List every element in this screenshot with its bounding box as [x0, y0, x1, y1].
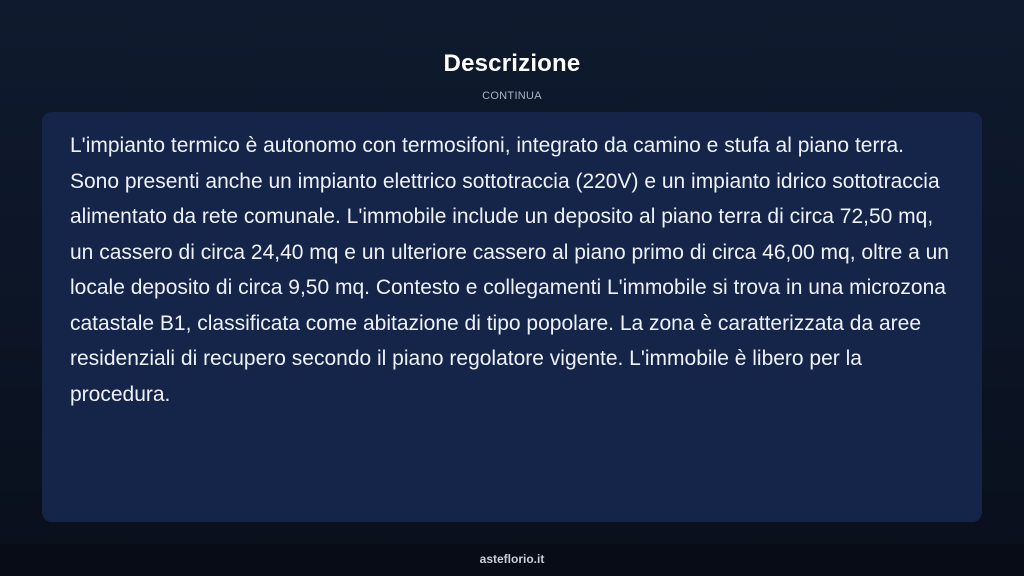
site-name: asteflorio.it: [479, 552, 545, 566]
continue-label: CONTINUA: [482, 90, 542, 102]
description-text: L'impianto termico è autonomo con termosifoni, integrato da camino e stufa al piano terra. Sono presenti anche un impianto elettrico sottotraccia (220V) e un impianto idrico sottotraccia alimentato da rete comunale. L'immobile include un deposito al piano terra di circa 72,50 mq, un cassero di circa 24,40 mq e un ulteriore cassero al piano primo di circa 46,00 mq, oltre a un locale deposito di circa 9,50 mq. Contesto e collegamenti L'immobile si trova in una microzona catastale B1, classificata come abitazione di tipo popolare. La zona è caratterizzata da aree residenziali di recupero secondo il piano regolatore vigente. L'immobile è libero per la procedura.: [70, 134, 949, 406]
description-card: [42, 112, 982, 522]
footer-bar: [0, 544, 1024, 576]
page-title: Descrizione: [443, 50, 581, 77]
